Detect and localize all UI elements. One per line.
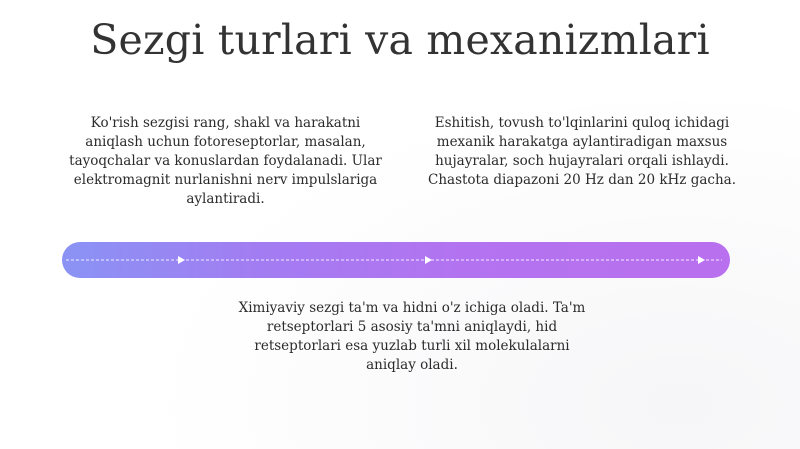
chemical-text: Ximiyaviy sezgi ta'm va hidni o'z ichiga oladi. Ta'm retseptorlari 5 asosiy ta'mni aniqlaydi, hid retseptorlari esa yuzlab turli xil molekulalarni aniqlay oladi. (238, 300, 586, 373)
slide-title: Sezgi turlari va mexanizmlari (90, 16, 710, 64)
hearing-text: Eshitish, tovush to'lqinlarini quloq ichidagi mexanik harakatga aylantiradigan maxsus hujayralar, soch hujayralari orqali ishlaydi. Chastota diapazoni 20 Hz dan 20 kHz gacha. (428, 115, 736, 188)
arrow-right-icon (178, 256, 185, 264)
vision-text: Ko'rish sezgisi rang, shakl va harakatni aniqlash uchun fotoreseptorlar, masalan, tayoqchalar va konuslardan foydalanadi. Ular elektromagnit nurlanishni nerv impulslariga aylantiradi. (69, 115, 382, 207)
arrow-right-icon (698, 256, 705, 264)
timeline-bar (62, 242, 730, 278)
timeline-line (62, 242, 730, 278)
arrow-right-icon (425, 256, 432, 264)
